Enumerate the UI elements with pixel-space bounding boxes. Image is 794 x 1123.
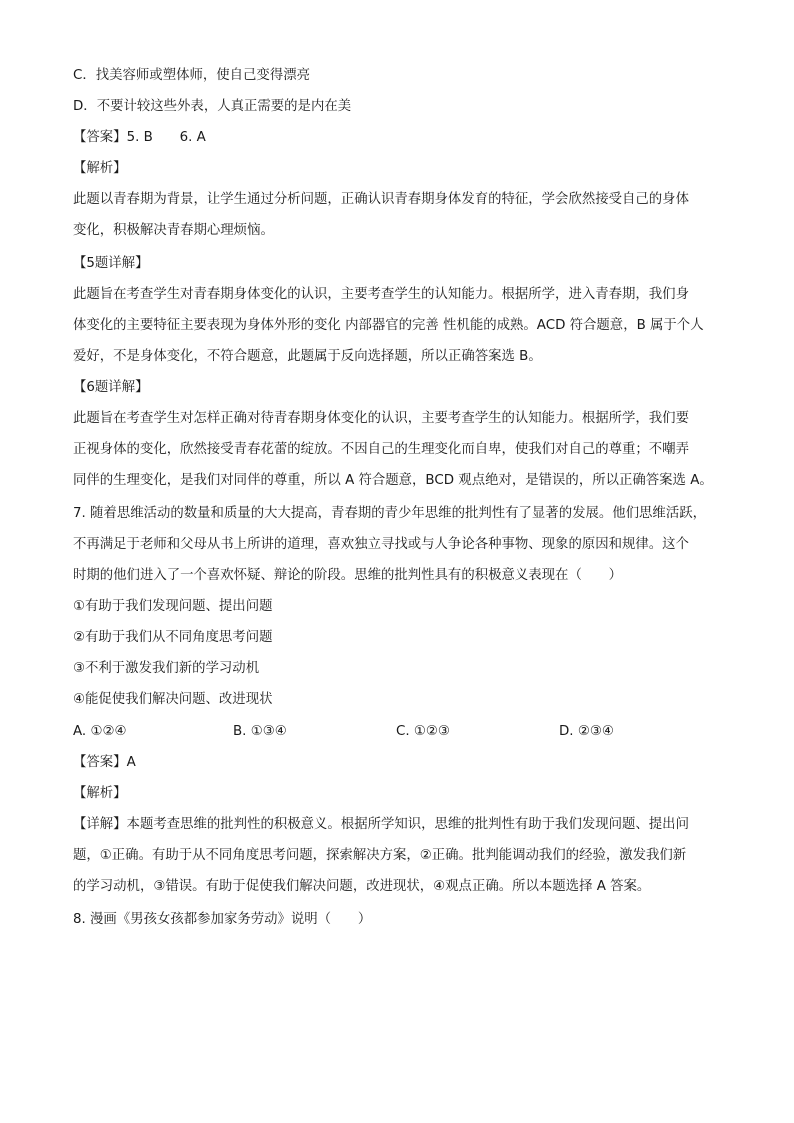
- q5-detail-line-1: 此题旨在考查学生对青春期身体变化的认识，主要考查学生的认知能力。根据所学，进入青春期，我们身: [73, 287, 689, 302]
- q7-item-1: ①有助于我们发现问题、提出问题: [73, 599, 273, 614]
- q7-item-3: ③不利于激发我们新的学习动机: [73, 661, 260, 676]
- q6-option-d: D．不要计较这些外表，人真正需要的是内在美: [73, 99, 352, 114]
- q7-choice-a: A. ①②④: [73, 724, 127, 739]
- analysis-label: 【解析】: [73, 161, 127, 176]
- q7-answer-value: A: [126, 755, 136, 770]
- q7-stem-line-2: 不再满足于老师和父母从书上所讲的道理，喜欢独立寻找或与人争论各种事物、现象的原因和规律。这个: [73, 537, 689, 552]
- q7-stem-line-3: 时期的他们进入了一个喜欢怀疑、辩论的阶段。思维的批判性具有的积极意义表现在（ ）: [73, 568, 623, 583]
- q7-answer-label: 【答案】: [73, 755, 127, 770]
- q7-detail-line-3: 的学习动机，③错误。有助于促使我们解决问题，改进现状，④观点正确。所以本题选择 A 答案。: [73, 879, 651, 894]
- q5-detail-line-2: 体变化的主要特征主要表现为身体外形的变化 内部器官的完善 性机能的成熟。ACD 符合题意，B 属于个人: [73, 318, 704, 333]
- q7-item-4: ④能促使我们解决问题、改进现状: [73, 692, 273, 707]
- q7-choice-b: B. ①③④: [233, 724, 287, 739]
- q7-choice-c: C. ①②③: [396, 724, 450, 739]
- q7-stem-line-1: 7. 随着思维活动的数量和质量的大大提高，青春期的青少年思维的批判性有了显著的发展。他们思维活跃，: [73, 506, 706, 521]
- q6-detail-line-2: 正视身体的变化，欣然接受青春花蕾的绽放。不因自己的生理变化而自卑，使我们对自己的尊重；不嘲弄: [73, 442, 689, 457]
- q6-option-c: C．找美容师或塑体师，使自己变得漂亮: [73, 68, 310, 83]
- q5-6-answer-row: [73, 128, 206, 148]
- answer-label: 【答案】: [73, 130, 127, 145]
- q5-detail-line-3: 爱好，不是身体变化，不符合题意，此题属于反向选择题，所以正确答案选 B。: [73, 349, 542, 364]
- q7-choice-d: D. ②③④: [559, 724, 614, 739]
- analysis-line-2: 变化，积极解决青春期心理烦恼。: [73, 223, 274, 238]
- q5-detail-label: 【5题详解】: [73, 256, 149, 271]
- q7-analysis-label: 【解析】: [73, 786, 127, 801]
- q7-item-2: ②有助于我们从不同角度思考问题: [73, 630, 273, 645]
- q6-detail-label: 【6题详解】: [73, 380, 149, 395]
- answer-value: 5. B 6. A: [126, 130, 206, 145]
- q6-detail-line-3: 同伴的生理变化，是我们对同伴的尊重，所以 A 符合题意，BCD 观点绝对，是错误的，所以正确答案选 A。: [73, 473, 713, 488]
- q7-answer-row: [73, 753, 136, 773]
- q8-stem: 8. 漫画《男孩女孩都参加家务劳动》说明（ ）: [73, 912, 372, 927]
- q7-detail-line-2: 题，①正确。有助于从不同角度思考问题，探索解决方案，②正确。批判能调动我们的经验，激发我们新: [73, 848, 687, 863]
- q6-detail-line-1: 此题旨在考查学生对怎样正确对待青春期身体变化的认识，主要考查学生的认知能力。根据所学，我们要: [73, 411, 689, 426]
- q7-detail-line-1: 【详解】本题考查思维的批判性的积极意义。根据所学知识，思维的批判性有助于我们发现问题、提出问: [73, 817, 689, 832]
- analysis-line-1: 此题以青春期为背景，让学生通过分析问题，正确认识青春期身体发育的特征，学会欣然接受自己的身体: [73, 192, 689, 207]
